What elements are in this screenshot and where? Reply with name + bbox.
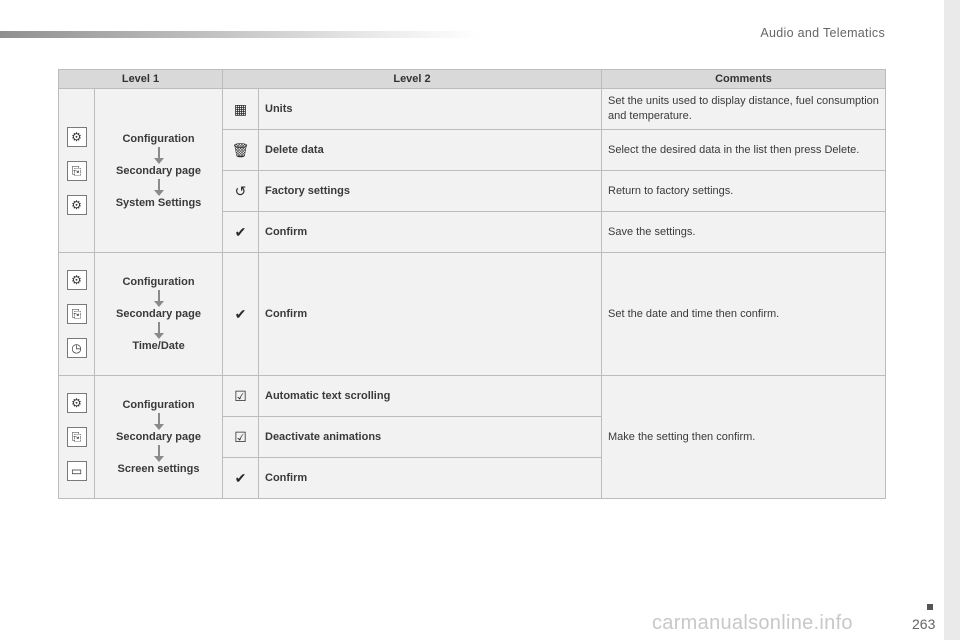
level2-label: Units bbox=[259, 89, 602, 130]
level2-label: Deactivate animations bbox=[259, 417, 602, 458]
comment: Set the date and time then confirm. bbox=[602, 253, 886, 376]
table-row bbox=[59, 376, 886, 417]
level1-icons bbox=[59, 376, 95, 499]
comment: Set the units used to display distance, fuel consumption and temperature. bbox=[602, 89, 886, 130]
level2-label: Confirm bbox=[259, 253, 602, 376]
column-header-comments: Comments bbox=[602, 70, 886, 89]
checkbox-icon: ☑ bbox=[223, 376, 259, 417]
units-icon: ▦ bbox=[223, 89, 259, 130]
factory-settings-icon: ↺ bbox=[223, 171, 259, 212]
down-arrow-icon bbox=[158, 147, 160, 159]
level2-label: Factory settings bbox=[259, 171, 602, 212]
level1-step: Configuration bbox=[122, 276, 195, 288]
gear-icon: ⚙ bbox=[67, 127, 87, 147]
table-row bbox=[59, 89, 886, 130]
comment: Make the setting then confirm. bbox=[602, 376, 886, 499]
comment: Save the settings. bbox=[602, 212, 886, 253]
level2-label: Confirm bbox=[259, 458, 602, 499]
level1-step: Screen settings bbox=[117, 463, 200, 475]
checkmark-icon: ✔ bbox=[223, 253, 259, 376]
level1-step: Secondary page bbox=[116, 164, 201, 177]
down-arrow-icon bbox=[158, 445, 160, 457]
level2-label: Delete data bbox=[259, 130, 602, 171]
down-arrow-icon bbox=[158, 179, 160, 191]
checkmark-icon: ✔ bbox=[223, 212, 259, 253]
section-title: Audio and Telematics bbox=[760, 26, 885, 40]
down-arrow-icon bbox=[158, 322, 160, 334]
level1-icons bbox=[59, 253, 95, 376]
page-icon: ⎘ bbox=[67, 161, 87, 181]
level1-path bbox=[95, 253, 223, 376]
gear-icon: ⚙ bbox=[67, 393, 87, 413]
level1-path bbox=[95, 89, 223, 253]
column-header-level1: Level 1 bbox=[59, 70, 223, 89]
column-header-level2: Level 2 bbox=[223, 70, 602, 89]
level2-label: Confirm bbox=[259, 212, 602, 253]
level1-step: Secondary page bbox=[116, 308, 201, 320]
level1-icons bbox=[59, 89, 95, 253]
gear-icon: ⚙ bbox=[67, 270, 87, 290]
level1-step: Configuration bbox=[122, 132, 195, 145]
level1-step: Time/Date bbox=[132, 340, 185, 352]
screen-settings-icon: ▭ bbox=[67, 461, 87, 481]
calendar-clock-icon: ◷ bbox=[67, 338, 87, 358]
table-header-row bbox=[59, 70, 886, 89]
checkbox-icon: ☑ bbox=[223, 417, 259, 458]
page-icon: ⎘ bbox=[67, 427, 87, 447]
comment: Return to factory settings. bbox=[602, 171, 886, 212]
level1-step: Configuration bbox=[122, 399, 195, 411]
settings-table bbox=[58, 69, 886, 499]
down-arrow-icon bbox=[158, 290, 160, 302]
gear-icon: ⚙ bbox=[67, 195, 87, 215]
level1-step: System Settings bbox=[115, 196, 202, 209]
delete-icon: 🗑 bbox=[223, 130, 259, 171]
header-bar bbox=[0, 31, 480, 38]
watermark: carmanualsonline.info bbox=[652, 612, 853, 634]
level2-label: Automatic text scrolling bbox=[259, 376, 602, 417]
side-strip bbox=[944, 0, 960, 640]
checkmark-icon: ✔ bbox=[223, 458, 259, 499]
page-marker bbox=[927, 604, 933, 610]
level1-path bbox=[95, 376, 223, 499]
table-row bbox=[59, 253, 886, 376]
page-icon: ⎘ bbox=[67, 304, 87, 324]
down-arrow-icon bbox=[158, 413, 160, 425]
page-number: 263 bbox=[912, 616, 936, 632]
comment: Select the desired data in the list then press Delete. bbox=[602, 130, 886, 171]
level1-step: Secondary page bbox=[116, 431, 201, 443]
